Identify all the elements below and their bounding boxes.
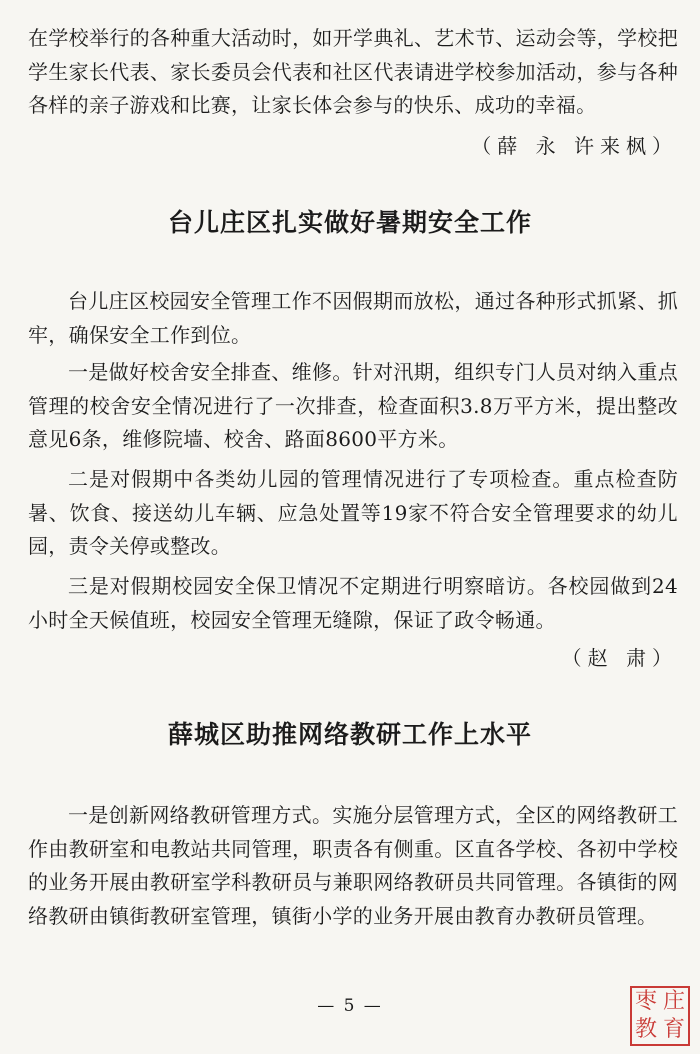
stamp-char: 庄 xyxy=(662,989,685,1014)
article2-paragraph-1: 台儿庄区校园安全管理工作不因假期而放松，通过各种形式抓紧、抓牢，确保安全工作到位。 xyxy=(28,289,678,347)
red-seal-stamp xyxy=(630,986,690,1046)
article3-paragraph: 一是创新网络教研管理方式。实施分层管理方式，全区的网络教研工作由教研室和电教站共同管理，职责各有侧重。区直各学校、各初中学校的业务开展由教研室学科教研员与兼职网络教研员共同管理。各镇街的网络教研由镇街教研室管理，镇街小学的业务开展由教育办教研员管理。 xyxy=(28,803,678,928)
article2-paragraph-4: 三是对假期校园安全保卫情况不定期进行明察暗访。各校园做到24小时全天候值班，校园安全管理无缝隙，保证了政令畅通。 xyxy=(28,574,678,632)
article2-paragraph-2: 一是做好校舍安全排查、维修。针对汛期，组织专门人员对纳入重点管理的校舍安全情况进行了一次排查，检查面积3.8万平方米，提出整改意见6条，维修院墙、校舍、路面8600平方米。 xyxy=(28,360,678,451)
article2-paragraph-3: 二是对假期中各类幼儿园的管理情况进行了专项检查。重点检查防暑、饮食、接送幼儿车辆、应急处置等19家不符合安全管理要求的幼儿园，责令关停或整改。 xyxy=(28,467,678,558)
stamp-char: 教 xyxy=(634,1017,657,1042)
stamp-char: 枣 xyxy=(634,989,657,1014)
article1-paragraph: 在学校举行的各种重大活动时，如开学典礼、艺术节、运动会等，学校把学生家长代表、家长委员会代表和社区代表请进学校参加活动，参与各种各样的亲子游戏和比赛，让家长体会参与的快乐、成功的幸福。 xyxy=(28,26,678,117)
page-number: — 5 — xyxy=(317,996,383,1016)
article3-title: 薛城区助推网络教研工作上水平 xyxy=(167,720,532,749)
article2-signature: （赵 肃） xyxy=(561,646,678,670)
article1-signature: （薛 永 许来枫） xyxy=(471,134,678,158)
article2-title: 台儿庄区扎实做好暑期安全工作 xyxy=(167,208,532,237)
stamp-char: 育 xyxy=(662,1017,685,1042)
